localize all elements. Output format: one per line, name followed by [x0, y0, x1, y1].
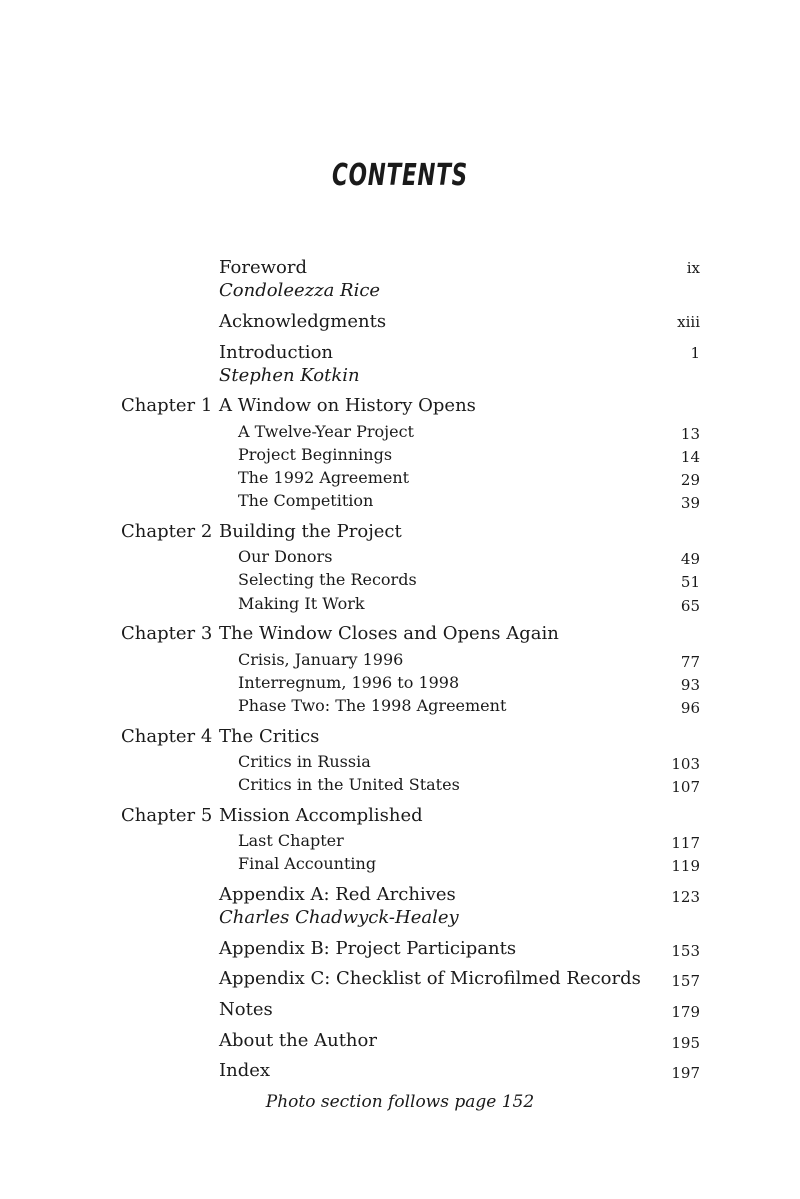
toc-entry-author: Charles Chadwyck-Healey [219, 907, 459, 928]
section-title: The Competition [238, 491, 374, 510]
toc-page-number: 197 [671, 1064, 700, 1082]
toc-entry-label: Foreword [219, 257, 307, 278]
toc-entry-label: Introduction [219, 342, 333, 363]
toc-page-number: 123 [671, 888, 700, 906]
chapter-label: Chapter 2 [121, 521, 213, 542]
toc-page-number: 39 [680, 494, 700, 512]
toc-page-number: ix [686, 259, 700, 277]
toc-page-number: 1 [690, 344, 700, 362]
toc-entry-author: Condoleezza Rice [219, 280, 381, 301]
toc-page-number: 195 [671, 1034, 700, 1052]
toc-page-number: 65 [680, 597, 700, 615]
section-title: A Twelve-Year Project [238, 422, 414, 441]
section-title: Last Chapter [238, 831, 344, 850]
chapter-title: The Window Closes and Opens Again [219, 623, 559, 644]
toc-page-number: 157 [671, 972, 700, 990]
toc-entry-label: Appendix B: Project Participants [219, 938, 517, 959]
chapter-label: Chapter 5 [121, 805, 213, 826]
chapter-title: A Window on History Opens [219, 395, 476, 416]
chapter-title: Mission Accomplished [219, 805, 423, 826]
toc-page-number: xiii [677, 313, 700, 331]
section-title: Crisis, January 1996 [238, 650, 404, 669]
toc-page-number: 119 [671, 857, 700, 875]
section-title: Selecting the Records [238, 570, 417, 589]
toc-entry-label: Index [219, 1060, 271, 1081]
toc-page-number: 117 [671, 834, 700, 852]
section-title: Making It Work [238, 594, 365, 613]
chapter-label: Chapter 4 [121, 726, 213, 747]
chapter-label: Chapter 3 [121, 623, 213, 644]
toc-entry-author: Stephen Kotkin [219, 365, 360, 386]
toc-page-number: 13 [680, 425, 700, 443]
section-title: The 1992 Agreement [238, 468, 410, 487]
toc-page-number: 96 [680, 699, 700, 717]
toc-page-number: 49 [680, 550, 700, 568]
toc-page-number: 93 [680, 676, 700, 694]
section-title: Final Accounting [238, 854, 377, 873]
toc-entry-label: About the Author [219, 1030, 377, 1051]
section-title: Critics in Russia [238, 752, 371, 771]
page-title: CONTENTS [332, 158, 468, 193]
section-title: Project Beginnings [238, 445, 393, 464]
toc-page-number: 179 [671, 1003, 700, 1021]
toc-page-number: 51 [680, 573, 700, 591]
toc-page-number: 153 [671, 942, 700, 960]
toc-page-number: 77 [680, 653, 700, 671]
toc-page-number: 103 [671, 755, 700, 773]
toc-entry-label: Appendix A: Red Archives [219, 884, 456, 905]
section-title: Interregnum, 1996 to 1998 [238, 673, 460, 692]
toc-page-number: 29 [680, 471, 700, 489]
section-title: Critics in the United States [238, 775, 460, 794]
chapter-title: Building the Project [219, 521, 402, 542]
chapter-title: The Critics [219, 726, 320, 747]
toc-entry-label: Appendix C: Checklist of Microfilmed Records [219, 968, 641, 989]
toc-page-number: 107 [671, 778, 700, 796]
section-title: Phase Two: The 1998 Agreement [238, 696, 507, 715]
toc-page-number: 14 [680, 448, 700, 466]
photo-section-note: Photo section follows page 152 [265, 1092, 535, 1112]
toc-entry-label: Notes [219, 999, 273, 1020]
section-title: Our Donors [238, 547, 333, 566]
toc-entry-label: Acknowledgments [219, 311, 387, 332]
chapter-label: Chapter 1 [121, 395, 213, 416]
